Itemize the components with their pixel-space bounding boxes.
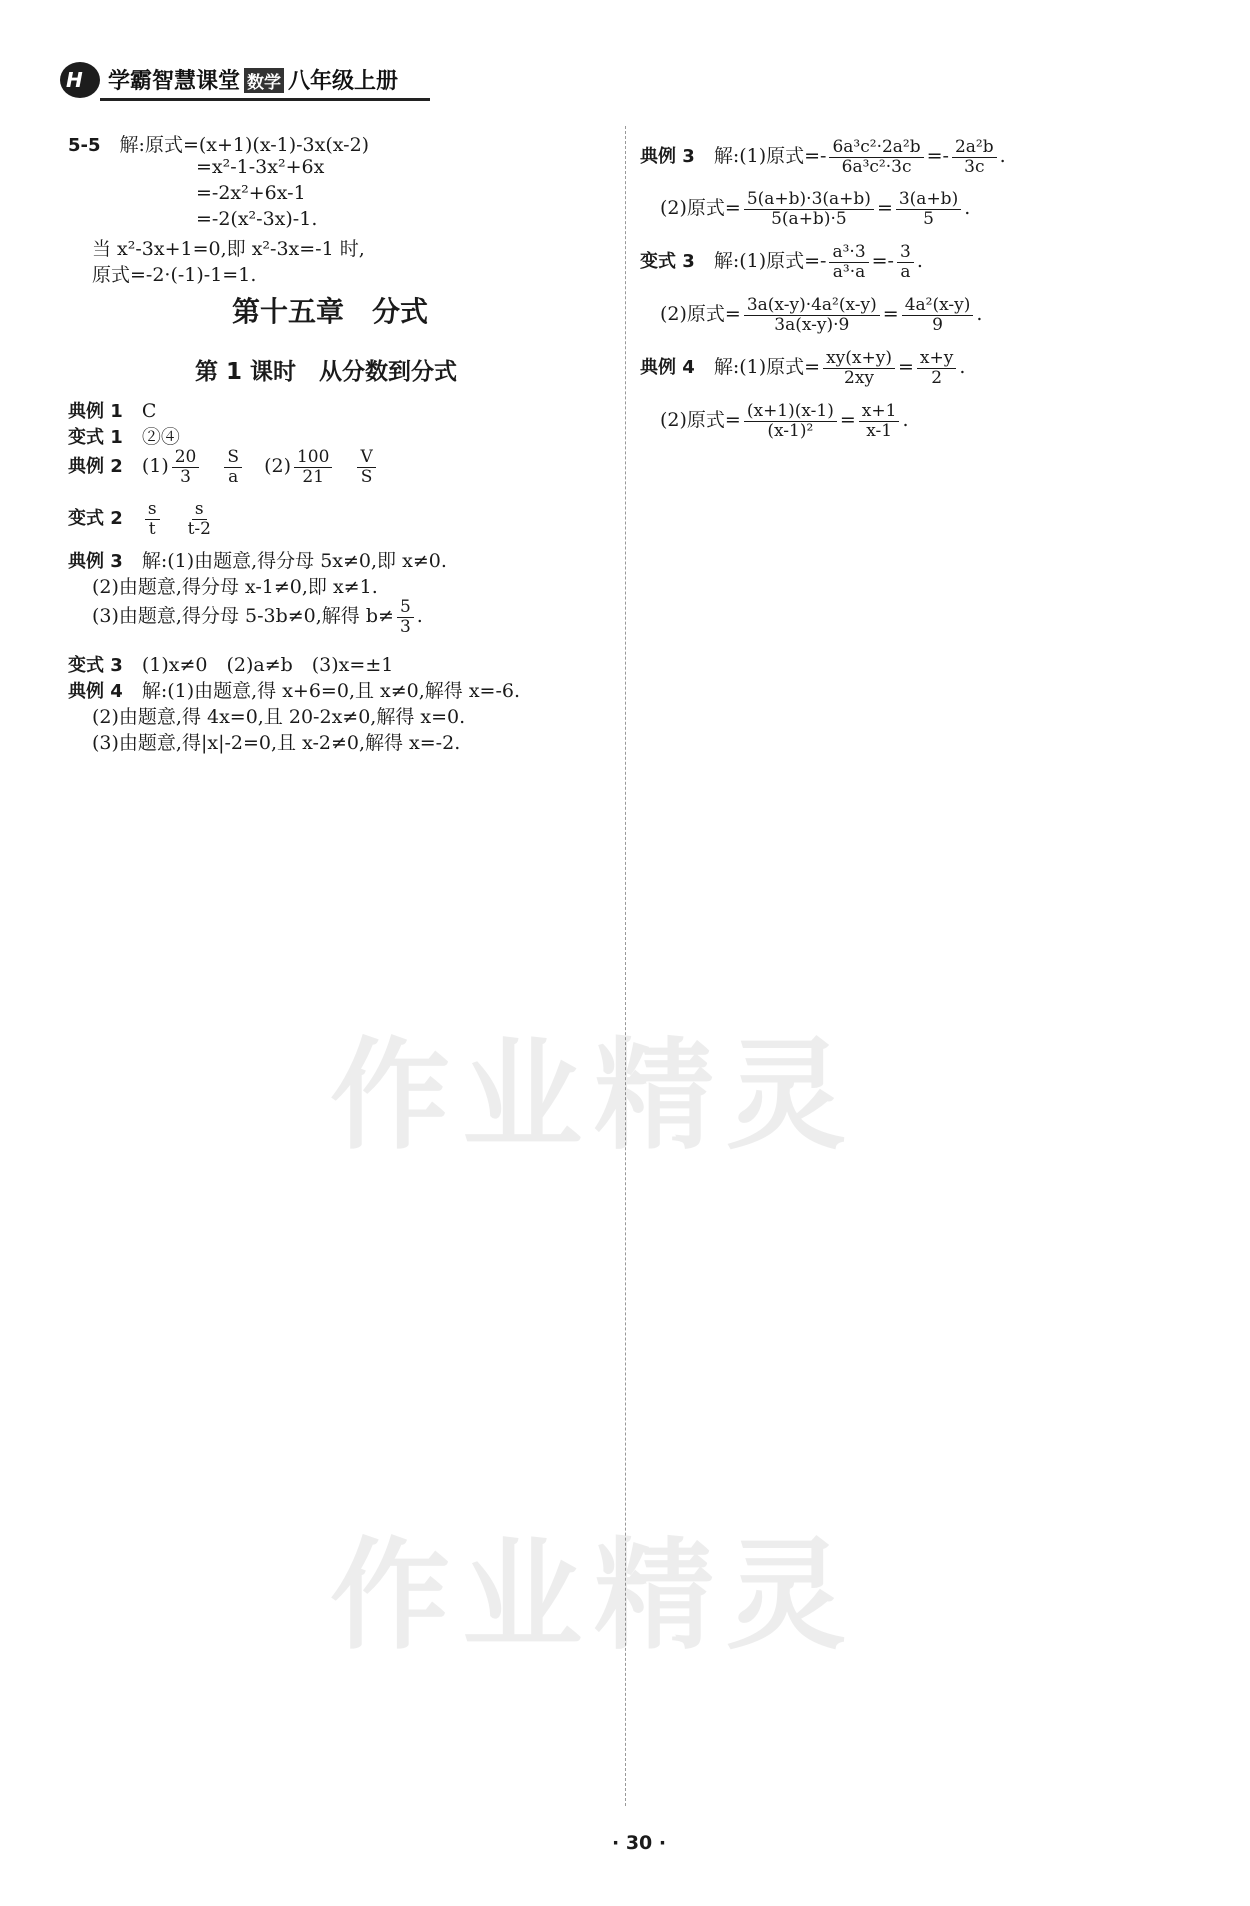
right-example-3 [640,138,1006,176]
logo-icon: H [60,62,100,98]
answer-text: (2)原式= [660,197,741,220]
fraction [896,190,961,228]
denominator: a [228,466,239,487]
answer-text: = [882,303,899,326]
numerator: 3(a+b) [896,190,961,210]
answer-text: (3)由题意,得分母 5-3b≠0,解得 b≠ [92,605,394,628]
problem-label: 变式 1 [68,427,123,448]
numerator: (x+1)(x-1) [744,402,837,422]
answer-text: =- [926,145,949,168]
numerator: 5 [397,598,414,618]
problem-label: 典例 1 [68,401,123,422]
answer-text: . [964,197,971,220]
header-rule [100,98,430,101]
numerator: 20 [172,448,200,468]
problem-label: 典例 3 [640,146,695,168]
answer-text: . [416,605,423,628]
example-1 [68,396,156,423]
answer-line: (2)由题意,得分母 x-1≠0,即 x≠1. [92,576,378,598]
numerator: s [145,500,160,520]
fraction [917,349,956,387]
answer-text: ②④ [141,426,180,448]
denominator: 3 [399,616,411,637]
denominator: 3 [180,466,191,487]
answer-line: 当 x²-3x+1=0,即 x²-3x=-1 时, [92,238,365,260]
problem-label: 典例 4 [640,357,695,379]
example-4 [68,676,520,703]
problem-label: 变式 3 [640,251,695,273]
denominator: t-2 [187,518,211,539]
example-2 [68,448,379,486]
answer-text: 解:(1)原式=- [713,250,827,273]
answer-text: . [959,356,966,379]
problem-label: 5-5 [68,135,101,156]
answer-line [660,296,982,334]
problem-label: 典例 3 [68,551,123,572]
denominator: 2xy [844,367,875,388]
answer-text: C [141,400,157,422]
answer-text: (2)原式= [660,303,741,326]
answer-text: 解:(1)由题意,得 x+6=0,且 x≠0,解得 x=-6. [141,680,521,702]
grade-label: 八年级上册 [288,69,399,94]
numerator: xy(x+y) [823,349,895,369]
answer-line: 原式=-2·(-1)-1=1. [92,264,257,286]
answer-5-5 [68,130,369,157]
fraction [294,448,332,486]
problem-label: 变式 2 [68,508,123,530]
numerator: V [357,448,375,468]
denominator: (x-1)² [767,420,814,441]
denominator: 2 [931,367,943,388]
right-example-4 [640,349,965,387]
answer-text: 解:原式=(x+1)(x-1)-3x(x-2) [119,134,370,156]
denominator: S [360,466,373,487]
right-variant-3 [640,243,923,281]
problem-label: 变式 3 [68,655,123,676]
numerator: 2a²b [952,138,997,158]
fraction [397,598,414,636]
denominator: a [900,261,911,282]
denominator: 21 [302,466,325,487]
numerator: 6a³c²·2a²b [829,138,923,158]
lesson-title: 第 1 课时 从分数到分式 [195,359,458,385]
answer-line: (2)由题意,得 4x=0,且 20-2x≠0,解得 x=0. [92,706,466,728]
fraction [357,448,375,486]
problem-label: 典例 4 [68,681,123,702]
answer-text: = [839,409,856,432]
numerator: s [192,500,207,520]
answer-line: =-2x²+6x-1 [196,182,306,204]
denominator: 9 [932,314,943,335]
watermark: 作业精灵 [330,1527,858,1666]
numerator: x+1 [859,402,900,422]
denominator: 5 [923,208,934,229]
denominator: a³·a [832,261,866,282]
answer-text: =- [871,250,894,273]
answer-text: . [999,145,1006,168]
fraction [829,138,923,176]
variant-2 [68,500,217,538]
fraction [185,500,214,538]
denominator: x-1 [866,420,893,441]
variant-1 [68,422,180,449]
answer-line: =x²-1-3x²+6x [196,156,325,178]
numerator: a³·3 [829,243,868,263]
fraction [823,349,895,387]
chapter-title: 第十五章 分式 [232,295,429,328]
denominator: 3a(x-y)·9 [774,314,850,335]
fraction [145,500,160,538]
subject-badge: 数学 [244,68,284,93]
answer-text: (1) [141,455,169,478]
answer-line: (3)由题意,得|x|-2=0,且 x-2≠0,解得 x=-2. [92,732,461,754]
brand-name: 学霸智慧课堂 [108,69,241,94]
answer-text: = [876,197,893,220]
fraction [902,296,974,334]
page-number: · 30 · [612,1832,667,1854]
denominator: 6a³c²·3c [841,156,912,177]
problem-label: 典例 2 [68,456,123,478]
answer-text: . [902,409,909,432]
answer-text: (1)x≠0 (2)a≠b (3)x=±1 [141,654,394,676]
brand-title [108,64,398,95]
fraction [172,448,200,486]
variant-3 [68,650,393,677]
fraction [859,402,900,440]
fraction [744,402,837,440]
numerator: x+y [917,349,956,369]
answer-line [92,598,423,636]
answer-text: . [976,303,983,326]
answer-text: 解:(1)由题意,得分母 5x≠0,即 x≠0. [141,550,447,572]
fraction [744,296,880,334]
answer-text: (2)原式= [660,409,741,432]
denominator: 3c [964,156,985,177]
numerator: 100 [294,448,332,468]
answer-text: 解:(1)原式=- [713,145,827,168]
fraction [744,190,874,228]
denominator: 5(a+b)·5 [771,208,847,229]
answer-text: = [897,356,914,379]
answer-text: (2) [264,455,291,478]
numerator: 5(a+b)·3(a+b) [744,190,874,210]
page-header [60,58,440,104]
numerator: 4a²(x-y) [902,296,974,316]
numerator: S [224,448,242,468]
answer-text: 解:(1)原式= [713,356,821,379]
fraction [952,138,997,176]
watermark: 作业精灵 [330,1027,858,1166]
fraction [224,448,242,486]
example-3 [68,546,447,573]
answer-line [660,190,970,228]
answer-line: =-2(x²-3x)-1. [196,208,318,230]
denominator: t [148,518,156,539]
numerator: 3a(x-y)·4a²(x-y) [744,296,880,316]
answer-line [660,402,909,440]
fraction [829,243,868,281]
numerator: 3 [897,243,914,263]
fraction [897,243,914,281]
answer-text: . [916,250,923,273]
